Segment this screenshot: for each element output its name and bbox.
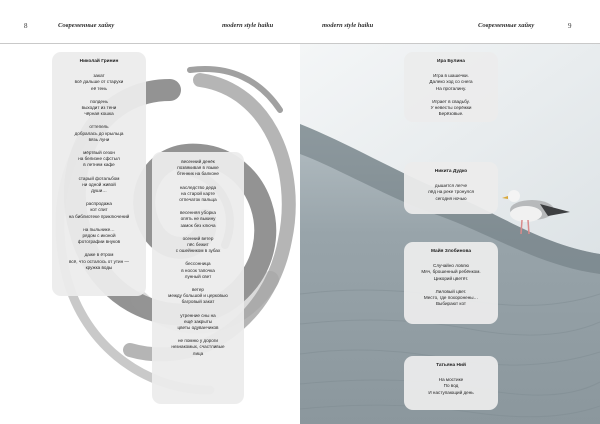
haiku-line: багровый закат bbox=[181, 299, 215, 305]
haiku-line: между большой и церковью bbox=[168, 293, 228, 299]
haiku-line: Далеко ход со снега bbox=[429, 79, 473, 85]
haiku-card bbox=[52, 52, 146, 296]
haiku-line: в летнем кафе bbox=[83, 162, 115, 168]
haiku-line: чёрная кошка bbox=[84, 111, 114, 117]
haiku-line: пёс бежит bbox=[187, 242, 209, 248]
haiku-line: души… bbox=[91, 188, 107, 194]
haiku-line: Выбирают кот bbox=[435, 301, 467, 307]
haiku-stanza bbox=[157, 338, 239, 357]
haiku-line: незнакомых, счастливые bbox=[171, 344, 225, 350]
haiku-stanza bbox=[409, 99, 493, 118]
haiku-stanza bbox=[157, 313, 239, 332]
haiku-line: ни одной живой bbox=[82, 181, 116, 187]
running-head-right bbox=[300, 0, 600, 44]
page-number: 8 bbox=[24, 22, 28, 30]
haiku-stanza bbox=[157, 287, 239, 306]
haiku-stanza bbox=[157, 185, 239, 204]
haiku-stanza bbox=[409, 263, 493, 282]
haiku-line: опять не выкину bbox=[180, 216, 216, 222]
haiku-line: замок без ключа bbox=[180, 222, 216, 228]
haiku-line: осенний ветер bbox=[182, 235, 214, 241]
haiku-line: фотографии внуков bbox=[77, 239, 121, 245]
haiku-line: мёртвый сезон bbox=[83, 150, 115, 156]
haiku-line: Случайно ловлю bbox=[433, 263, 469, 269]
haiku-line: кот спит bbox=[90, 207, 108, 213]
author-name: Николай Гринин bbox=[79, 59, 119, 64]
haiku-line: на белизне сфстыл bbox=[78, 156, 120, 162]
haiku-line: Игра в шашечки. bbox=[433, 73, 469, 79]
haiku-stanza bbox=[57, 252, 141, 271]
haiku-line: отпечаток пальца bbox=[179, 197, 217, 203]
running-title: Современные хайку bbox=[58, 22, 115, 29]
haiku-line: утренние сны на bbox=[180, 312, 216, 318]
haiku-line: бессонница bbox=[185, 261, 211, 267]
haiku-stanza bbox=[57, 201, 141, 220]
haiku-stanza bbox=[409, 289, 493, 308]
haiku-line: Играет в свадьбу. bbox=[432, 98, 470, 104]
haiku-stanza bbox=[57, 227, 141, 246]
haiku-line: её тень bbox=[91, 85, 107, 91]
haiku-line: Цикорий цветёт. bbox=[433, 275, 469, 281]
haiku-line: У невесты серёжки bbox=[430, 105, 472, 111]
haiku-line: не помню у дороги bbox=[178, 338, 218, 344]
haiku-line: весенняя уборка bbox=[180, 210, 216, 216]
haiku-line: на библиотеке приключений bbox=[68, 213, 130, 219]
haiku-stanza bbox=[157, 159, 239, 178]
haiku-line: цветы одуванчиков bbox=[177, 325, 219, 331]
haiku-card bbox=[152, 152, 244, 404]
haiku-line: всё, что осталось от утин — bbox=[69, 258, 129, 264]
haiku-stanza bbox=[57, 124, 141, 143]
haiku-card bbox=[404, 242, 498, 324]
haiku-line: лёд на реке тронулся bbox=[428, 189, 474, 195]
haiku-line: ветер bbox=[192, 287, 204, 293]
haiku-stanza bbox=[409, 73, 493, 92]
haiku-line: вязь луни bbox=[88, 136, 110, 142]
haiku-stanza bbox=[157, 261, 239, 280]
running-head-left bbox=[0, 0, 300, 44]
haiku-line: рядом с иконой bbox=[82, 233, 116, 239]
haiku-line: распродажа bbox=[86, 201, 112, 207]
haiku-card bbox=[404, 162, 498, 214]
haiku-line: оттепель bbox=[89, 124, 109, 130]
haiku-line: сегодня ночью bbox=[435, 195, 467, 201]
haiku-line: На проталину. bbox=[435, 85, 467, 91]
haiku-line: лунный свет bbox=[184, 273, 212, 279]
haiku-line: Лиловый цвет. bbox=[435, 288, 467, 294]
haiku-line: с ошейником в зубах bbox=[175, 248, 221, 254]
haiku-line: Берёзовые. bbox=[438, 111, 464, 117]
haiku-card bbox=[404, 356, 498, 410]
haiku-line: полдень bbox=[90, 98, 108, 104]
haiku-stanza bbox=[57, 176, 141, 195]
haiku-stanza bbox=[57, 73, 141, 92]
haiku-line: Мяч, брошенный ребёнком. bbox=[421, 269, 481, 275]
haiku-line: в носок тапочка bbox=[181, 267, 215, 273]
running-subtitle: modern style haiku bbox=[222, 22, 274, 29]
haiku-line: позвякивая в языке bbox=[177, 165, 219, 171]
running-title: Современные хайку bbox=[478, 22, 535, 29]
haiku-line: закат bbox=[93, 73, 105, 79]
haiku-card bbox=[404, 52, 498, 122]
haiku-line: весенний денёк bbox=[181, 159, 215, 164]
haiku-line: на старой карте bbox=[181, 190, 215, 196]
haiku-line: добралась до крыльца bbox=[74, 130, 124, 136]
author-name: Майя Злобинова bbox=[430, 249, 471, 254]
haiku-line: дышится легче bbox=[434, 183, 468, 189]
haiku-line: всё дальше от старухи bbox=[74, 79, 124, 85]
haiku-stanza bbox=[157, 210, 239, 229]
author-name: Никита Дудко bbox=[434, 169, 468, 174]
haiku-line: даже в ётром bbox=[84, 252, 114, 258]
haiku-line: По вод bbox=[443, 383, 459, 389]
running-subtitle: modern style haiku bbox=[322, 22, 374, 29]
haiku-line: выходит из тени bbox=[81, 105, 117, 111]
haiku-line: Место, где похоронены… bbox=[423, 295, 479, 301]
haiku-line: ещё закрыты bbox=[183, 318, 213, 324]
haiku-stanza bbox=[57, 150, 141, 169]
right-page bbox=[300, 0, 600, 424]
haiku-stanza bbox=[409, 183, 493, 202]
haiku-line: На мостике bbox=[438, 377, 464, 383]
haiku-stanza bbox=[57, 99, 141, 118]
haiku-line: на пыльнике… bbox=[83, 226, 115, 232]
haiku-stanza bbox=[157, 236, 239, 255]
author-name: Ира Булина bbox=[437, 59, 465, 64]
haiku-stanza bbox=[409, 377, 493, 396]
haiku-line: старый фотальбом bbox=[78, 175, 120, 181]
haiku-line: лица bbox=[192, 350, 204, 356]
haiku-line: кружка воды bbox=[85, 264, 113, 270]
haiku-line: И наступающий день bbox=[428, 389, 474, 395]
haiku-line: бтенник на балконе bbox=[176, 171, 219, 177]
author-name: Татьяна Ний bbox=[436, 363, 466, 368]
haiku-line: наследство деда bbox=[179, 184, 217, 190]
page-number: 9 bbox=[568, 22, 572, 30]
